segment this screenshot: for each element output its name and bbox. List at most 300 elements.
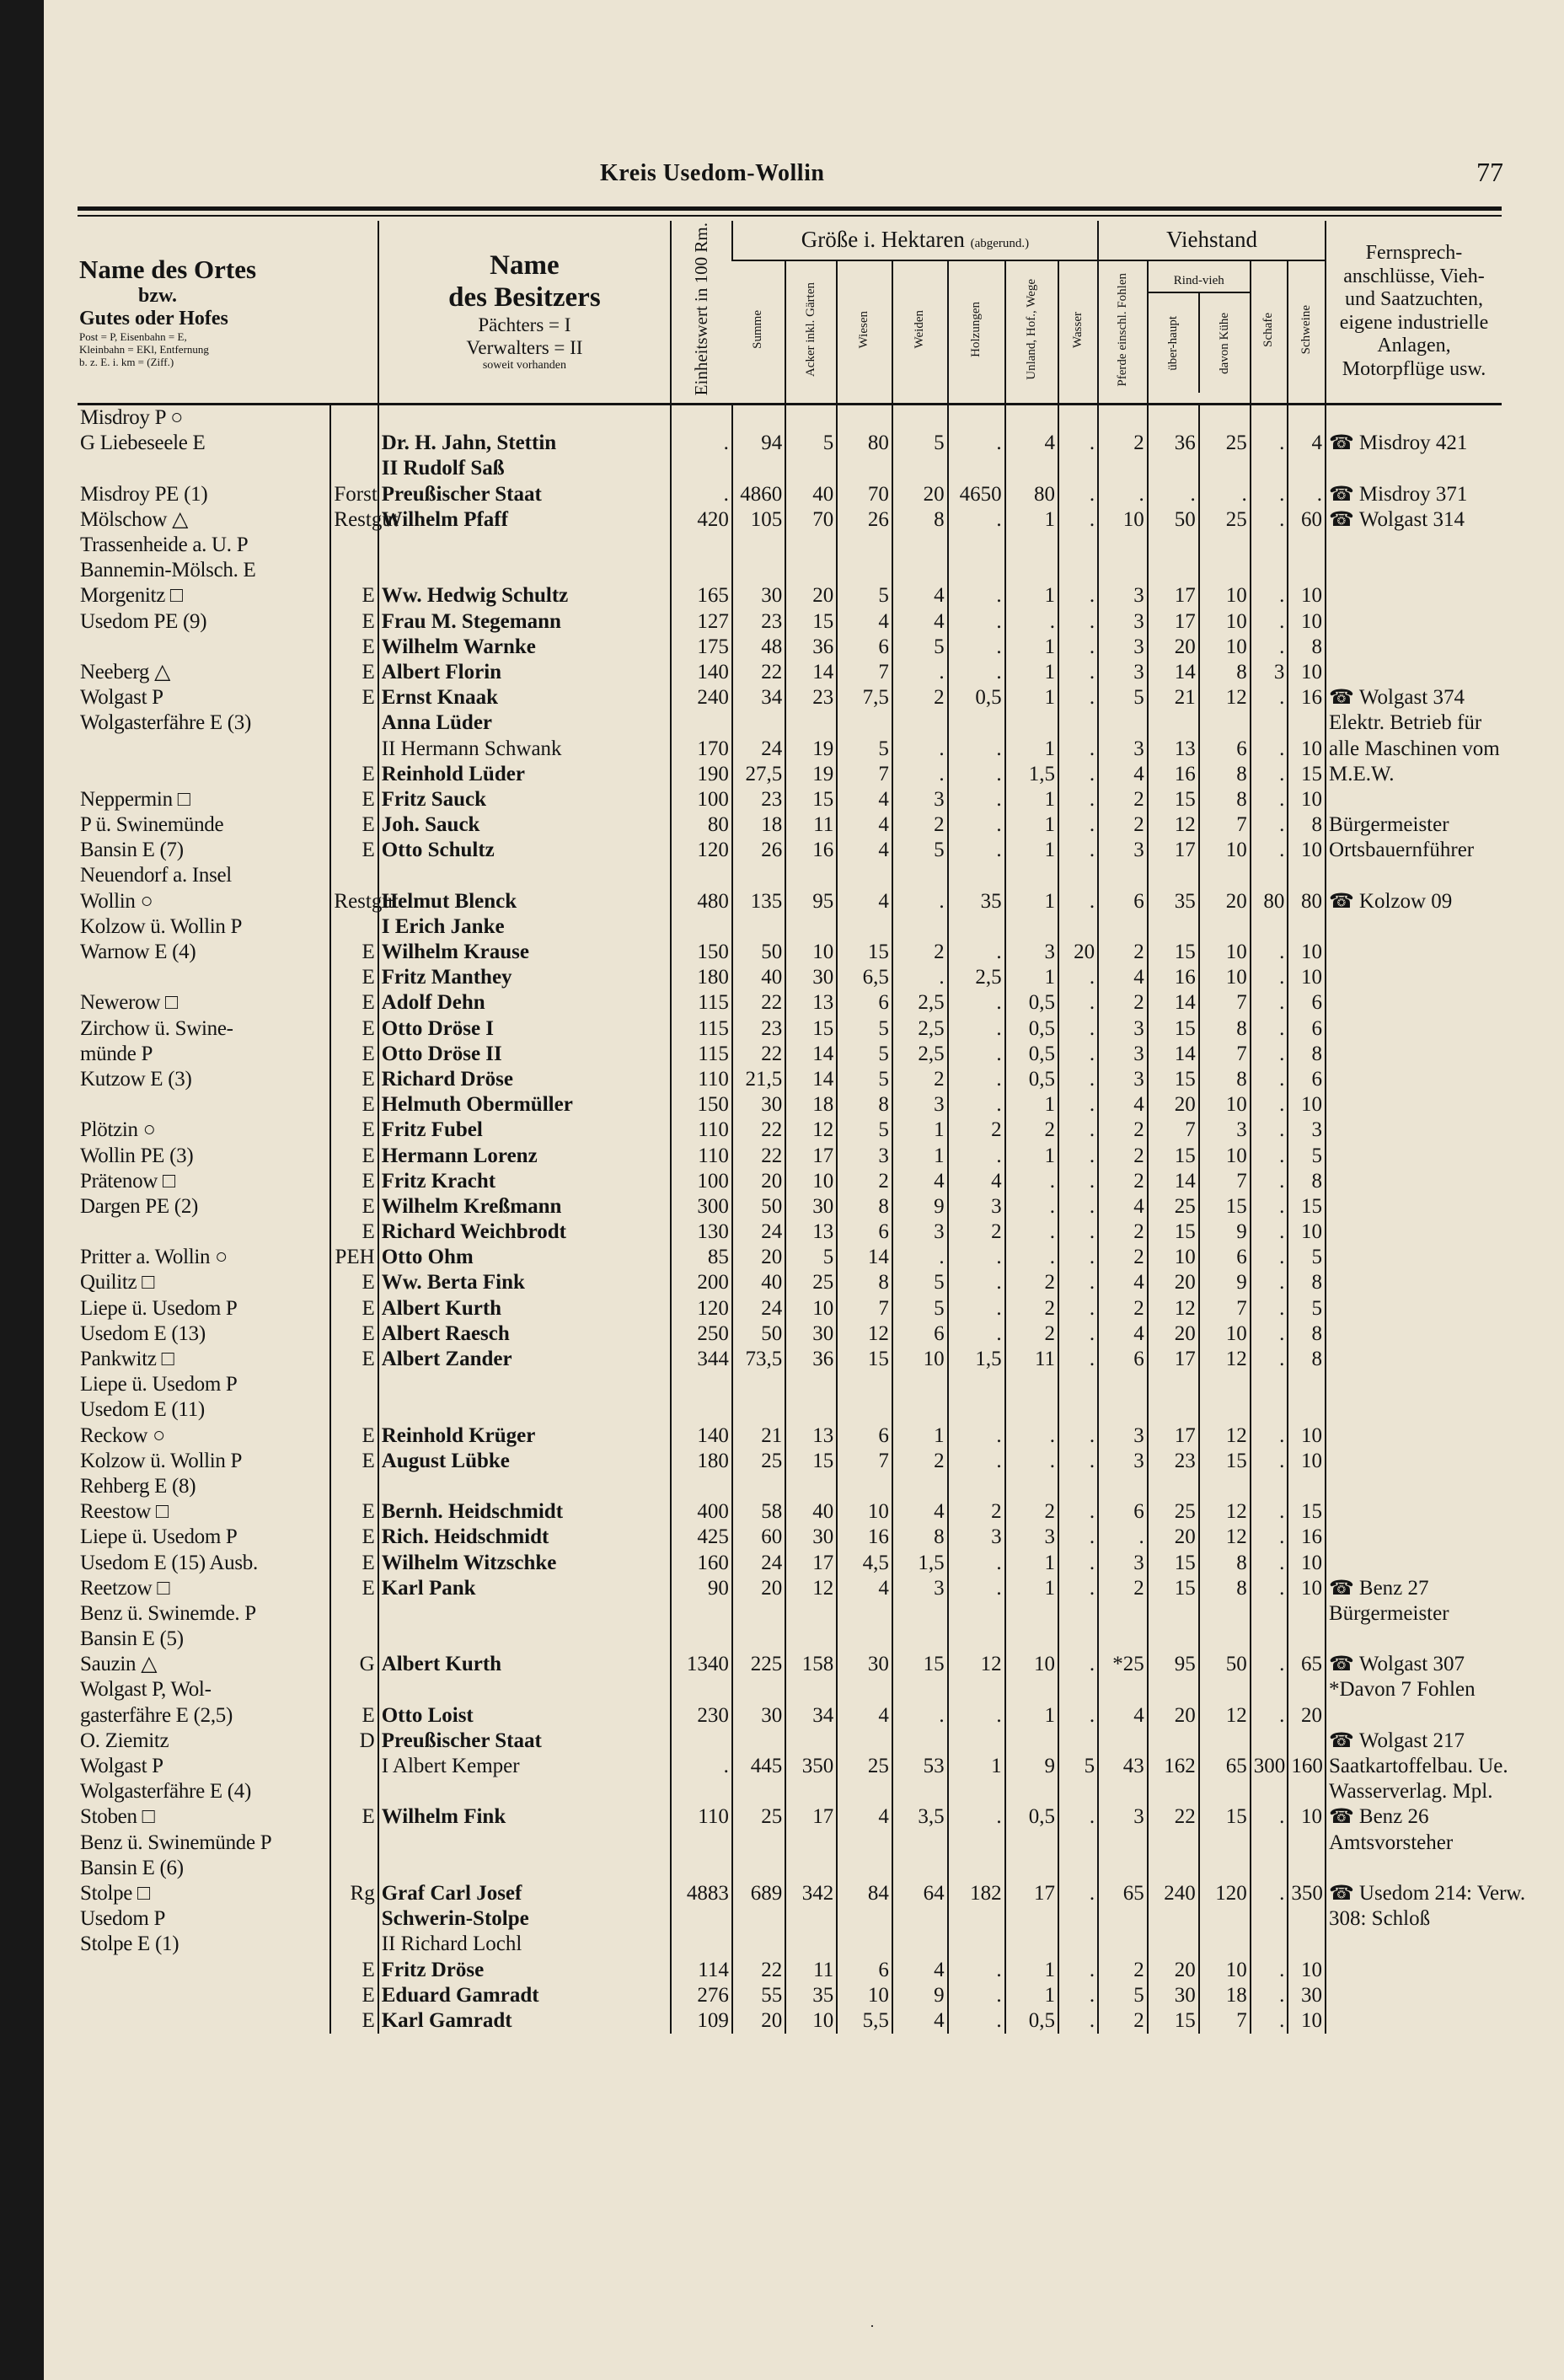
cell-acker: 25 bbox=[785, 1270, 837, 1295]
cell-schafe: . bbox=[1251, 1957, 1288, 1982]
cell-wiesen: 26 bbox=[837, 507, 892, 532]
cell-schweine bbox=[1288, 1600, 1326, 1626]
cell-ortsname: G Liebeseele E bbox=[80, 432, 206, 455]
cell-besitzer: I Erich Janke bbox=[378, 914, 671, 939]
cell-schafe: . bbox=[1251, 990, 1288, 1016]
fernsprech-text: Benz 26 bbox=[1358, 1805, 1429, 1829]
telephone-icon: ☎ bbox=[1328, 890, 1354, 913]
cell-betriebsart: E bbox=[330, 1066, 378, 1091]
cell-acker: 14 bbox=[785, 1041, 837, 1066]
cell-schweine bbox=[1288, 456, 1326, 481]
cell-ortsname: Reetzow □ bbox=[80, 1576, 170, 1600]
cell-einheitswert: 400 bbox=[671, 1499, 732, 1525]
cell-unland: 0,5 bbox=[1005, 2007, 1058, 2033]
cell-einheitswert: 115 bbox=[671, 990, 732, 1016]
cell-rind-kuehe bbox=[1199, 1830, 1251, 1855]
cell-besitzer: Albert Zander bbox=[378, 1346, 671, 1371]
table-row bbox=[78, 2007, 1502, 2033]
cell-ortsname: Mölschow △ bbox=[80, 507, 189, 531]
cell-besitzer: Fritz Fubel bbox=[378, 1118, 671, 1143]
cell-schafe: . bbox=[1251, 1041, 1288, 1066]
cell-acker: 5 bbox=[785, 431, 837, 456]
cell-betriebsart: E bbox=[330, 1525, 378, 1550]
cell-rind-kuehe: 7 bbox=[1199, 990, 1251, 1016]
cell-ortsname: Stolpe □ bbox=[80, 1881, 150, 1905]
cell-unland bbox=[1005, 1473, 1058, 1498]
cell-schafe bbox=[1251, 1473, 1288, 1498]
cell-einheitswert: 110 bbox=[671, 1143, 732, 1168]
cell-ortsname: Kutzow E (3) bbox=[80, 1067, 192, 1091]
cell-fernsprech bbox=[1326, 1906, 1502, 1932]
cell-rind-ueberhaupt bbox=[1148, 1830, 1199, 1855]
cell-ortsname bbox=[78, 736, 330, 761]
cell-acker: 30 bbox=[785, 965, 837, 990]
cell-rind-ueberhaupt: 16 bbox=[1148, 761, 1199, 786]
cell-besitzer: Helmut Blenck bbox=[378, 888, 671, 914]
cell-acker: 15 bbox=[785, 1448, 837, 1473]
cell-rind-kuehe bbox=[1199, 1677, 1251, 1702]
cell-wiesen: 4 bbox=[837, 1804, 892, 1830]
cell-einheitswert: 170 bbox=[671, 736, 732, 761]
cell-schweine: 10 bbox=[1288, 939, 1326, 964]
cell-fernsprech bbox=[1326, 888, 1502, 914]
cell-schweine: 10 bbox=[1288, 659, 1326, 684]
cell-weiden: 5 bbox=[892, 1270, 948, 1295]
fernsprech-text: Ortsbauernführer bbox=[1328, 839, 1475, 862]
table-row bbox=[78, 1627, 1502, 1652]
cell-holzungen bbox=[948, 558, 1005, 583]
cell-pferde: 2 bbox=[1098, 2007, 1148, 2033]
cell-ortsname: Misdroy P ○ bbox=[80, 406, 184, 430]
cell-betriebsart: E bbox=[330, 583, 378, 608]
cell-pferde: 4 bbox=[1098, 1092, 1148, 1118]
cell-schweine bbox=[1288, 914, 1326, 939]
cell-fernsprech bbox=[1326, 939, 1502, 964]
header-groesse-note: (abgerund.) bbox=[970, 237, 1030, 251]
header-besitzer-line2: des Besitzers bbox=[448, 282, 601, 314]
header-rule bbox=[78, 206, 1502, 211]
telephone-icon: ☎ bbox=[1328, 508, 1354, 531]
cell-betriebsart bbox=[330, 863, 378, 888]
cell-einheitswert bbox=[671, 558, 732, 583]
telephone-icon: ☎ bbox=[1328, 1882, 1354, 1905]
cell-wasser bbox=[1058, 1372, 1098, 1397]
cell-betriebsart: E bbox=[330, 838, 378, 863]
cell-rind-kuehe bbox=[1199, 1728, 1251, 1753]
cell-schafe bbox=[1251, 532, 1288, 557]
cell-wiesen bbox=[837, 914, 892, 939]
column-header-unland bbox=[1005, 260, 1058, 404]
cell-schafe: . bbox=[1251, 507, 1288, 532]
cell-schweine bbox=[1288, 1855, 1326, 1880]
cell-holzungen: . bbox=[948, 761, 1005, 786]
cell-acker: 30 bbox=[785, 1193, 837, 1219]
table-row bbox=[78, 1855, 1502, 1880]
header-holzungen-label: Holzungen bbox=[969, 302, 983, 357]
cell-ortsname: Quilitz □ bbox=[80, 1271, 155, 1295]
cell-ortsname: Wollin ○ bbox=[80, 889, 153, 913]
cell-holzungen: 35 bbox=[948, 888, 1005, 914]
cell-einheitswert bbox=[671, 456, 732, 481]
cell-rind-ueberhaupt: 22 bbox=[1148, 1804, 1199, 1830]
table-row bbox=[78, 1600, 1502, 1626]
cell-schweine: 20 bbox=[1288, 1702, 1326, 1728]
cell-unland bbox=[1005, 1728, 1058, 1753]
cell-fernsprech bbox=[1326, 659, 1502, 684]
cell-rind-kuehe bbox=[1199, 1932, 1251, 1957]
cell-wasser: . bbox=[1058, 888, 1098, 914]
cell-weiden: 1 bbox=[892, 1423, 948, 1448]
cell-ortsname: Neuendorf a. Insel bbox=[80, 864, 232, 887]
table-row bbox=[78, 456, 1502, 481]
cell-rind-kuehe: . bbox=[1199, 481, 1251, 507]
cell-ortsname: Benz ü. Swinemünde P bbox=[80, 1831, 272, 1854]
fernsprech-text: Wolgast 314 bbox=[1358, 507, 1465, 531]
header-fernsprech-label: Fernsprech-anschlüsse, Vieh- und Saatzuchten, eigene industrielle Anlagen, Motorpflüge usw. bbox=[1339, 241, 1489, 380]
cell-wasser: . bbox=[1058, 685, 1098, 710]
cell-rind-ueberhaupt: 20 bbox=[1148, 1270, 1199, 1295]
cell-unland: 0,5 bbox=[1005, 1804, 1058, 1830]
cell-rind-kuehe: 10 bbox=[1199, 1092, 1251, 1118]
cell-holzungen bbox=[948, 1677, 1005, 1702]
cell-schafe: . bbox=[1251, 838, 1288, 863]
cell-weiden: 3 bbox=[892, 1575, 948, 1600]
cell-rind-kuehe: 8 bbox=[1199, 659, 1251, 684]
cell-holzungen: . bbox=[948, 1041, 1005, 1066]
cell-summe bbox=[732, 1728, 785, 1753]
cell-ortsname bbox=[78, 761, 330, 786]
cell-wiesen bbox=[837, 710, 892, 736]
cell-summe bbox=[732, 1627, 785, 1652]
cell-wasser: . bbox=[1058, 1448, 1098, 1473]
cell-wiesen: 6 bbox=[837, 990, 892, 1016]
table-row bbox=[78, 1041, 1502, 1066]
cell-einheitswert: 4883 bbox=[671, 1880, 732, 1906]
cell-rind-kuehe bbox=[1199, 914, 1251, 939]
cell-rind-kuehe: 65 bbox=[1199, 1753, 1251, 1778]
table-row bbox=[78, 1473, 1502, 1498]
cell-besitzer: Richard Dröse bbox=[378, 1066, 671, 1091]
cell-rind-ueberhaupt bbox=[1148, 1600, 1199, 1626]
cell-schweine bbox=[1288, 1728, 1326, 1753]
cell-holzungen bbox=[948, 863, 1005, 888]
cell-acker: 10 bbox=[785, 1168, 837, 1193]
table-row bbox=[78, 1575, 1502, 1600]
cell-schweine bbox=[1288, 404, 1326, 431]
table-row bbox=[78, 786, 1502, 812]
cell-wasser: . bbox=[1058, 1245, 1098, 1270]
cell-summe bbox=[732, 710, 785, 736]
cell-einheitswert: 180 bbox=[671, 1448, 732, 1473]
header-weiden-label: Weiden bbox=[913, 310, 927, 349]
cell-fernsprech bbox=[1326, 1728, 1502, 1753]
cell-besitzer: Anna Lüder bbox=[378, 710, 671, 736]
cell-rind-kuehe: 7 bbox=[1199, 1168, 1251, 1193]
cell-fernsprech bbox=[1326, 1652, 1502, 1677]
cell-einheitswert: 130 bbox=[671, 1219, 732, 1245]
cell-rind-kuehe: 8 bbox=[1199, 1575, 1251, 1600]
cell-schweine bbox=[1288, 1372, 1326, 1397]
cell-pferde: 2 bbox=[1098, 1219, 1148, 1245]
fernsprech-text: Wolgast 217 bbox=[1358, 1729, 1465, 1752]
cell-schweine: 6 bbox=[1288, 1016, 1326, 1041]
cell-ortsname: Zirchow ü. Swine- bbox=[80, 1016, 233, 1040]
cell-schafe: . bbox=[1251, 1118, 1288, 1143]
cell-fernsprech bbox=[1326, 1041, 1502, 1066]
cell-holzungen: . bbox=[948, 1143, 1005, 1168]
cell-pferde: 4 bbox=[1098, 1702, 1148, 1728]
cell-schweine bbox=[1288, 1906, 1326, 1932]
cell-besitzer bbox=[378, 1473, 671, 1498]
cell-einheitswert bbox=[671, 1855, 732, 1880]
cell-rind-ueberhaupt: 240 bbox=[1148, 1880, 1199, 1906]
table-row bbox=[78, 1168, 1502, 1193]
cell-acker: 23 bbox=[785, 685, 837, 710]
cell-schafe: . bbox=[1251, 965, 1288, 990]
cell-pferde: 2 bbox=[1098, 1245, 1148, 1270]
cell-acker bbox=[785, 1600, 837, 1626]
cell-einheitswert bbox=[671, 1473, 732, 1498]
page-number: 77 bbox=[1476, 157, 1503, 187]
table-row bbox=[78, 1728, 1502, 1753]
cell-einheitswert bbox=[671, 1728, 732, 1753]
fernsprech-text: Wolgast 307 bbox=[1358, 1653, 1465, 1676]
cell-holzungen: 4 bbox=[948, 1168, 1005, 1193]
cell-holzungen bbox=[948, 1372, 1005, 1397]
cell-rind-kuehe: 7 bbox=[1199, 1041, 1251, 1066]
cell-pferde bbox=[1098, 1600, 1148, 1626]
cell-weiden bbox=[892, 1855, 948, 1880]
cell-wasser: . bbox=[1058, 1880, 1098, 1906]
cell-schweine: 30 bbox=[1288, 1982, 1326, 2007]
cell-betriebsart: E bbox=[330, 1346, 378, 1371]
cell-wasser: . bbox=[1058, 1295, 1098, 1321]
cell-schafe: . bbox=[1251, 1982, 1288, 2007]
cell-besitzer: Wilhelm Warnke bbox=[378, 634, 671, 659]
cell-betriebsart bbox=[330, 1753, 378, 1778]
cell-weiden: 2 bbox=[892, 1066, 948, 1091]
cell-betriebsart: E bbox=[330, 1092, 378, 1118]
cell-weiden: 4 bbox=[892, 583, 948, 608]
cell-besitzer: Bernh. Heidschmidt bbox=[378, 1499, 671, 1525]
cell-einheitswert bbox=[671, 1627, 732, 1652]
cell-schafe bbox=[1251, 914, 1288, 939]
cell-pferde: 3 bbox=[1098, 1448, 1148, 1473]
cell-pferde: 2 bbox=[1098, 812, 1148, 838]
cell-betriebsart bbox=[330, 1677, 378, 1702]
cell-besitzer: Ernst Knaak bbox=[378, 685, 671, 710]
cell-rind-ueberhaupt: 20 bbox=[1148, 1092, 1199, 1118]
cell-rind-kuehe: 12 bbox=[1199, 1499, 1251, 1525]
cell-acker: 158 bbox=[785, 1652, 837, 1677]
cell-schafe: . bbox=[1251, 1066, 1288, 1091]
cell-pferde: 2 bbox=[1098, 939, 1148, 964]
cell-unland: 1 bbox=[1005, 1982, 1058, 2007]
cell-weiden: 15 bbox=[892, 1652, 948, 1677]
cell-pferde: 2 bbox=[1098, 431, 1148, 456]
fernsprech-text: Wolgast 374 bbox=[1358, 686, 1465, 710]
cell-schweine: 10 bbox=[1288, 736, 1326, 761]
cell-holzungen bbox=[948, 1855, 1005, 1880]
cell-wasser: . bbox=[1058, 1193, 1098, 1219]
cell-weiden: 8 bbox=[892, 1525, 948, 1550]
cell-fernsprech bbox=[1326, 1753, 1508, 1778]
cell-acker: 18 bbox=[785, 1092, 837, 1118]
cell-schweine: 5 bbox=[1288, 1143, 1326, 1168]
cell-holzungen: . bbox=[948, 1016, 1005, 1041]
header-ort-line3: Gutes oder Hofes bbox=[79, 308, 228, 330]
cell-summe: 24 bbox=[732, 1550, 785, 1575]
cell-acker: 11 bbox=[785, 1957, 837, 1982]
cell-einheitswert: 109 bbox=[671, 2007, 732, 2033]
cell-schafe: . bbox=[1251, 1219, 1288, 1245]
cell-acker bbox=[785, 1855, 837, 1880]
cell-holzungen: . bbox=[948, 786, 1005, 812]
cell-acker: 10 bbox=[785, 939, 837, 964]
table-row bbox=[78, 888, 1502, 914]
cell-betriebsart: E bbox=[330, 1957, 378, 1982]
cell-besitzer: Fritz Kracht bbox=[378, 1168, 671, 1193]
cell-wiesen: 16 bbox=[837, 1525, 892, 1550]
cell-fernsprech bbox=[1326, 1600, 1502, 1626]
header-ort-line1: Name des Ortes bbox=[79, 254, 257, 284]
cell-schweine bbox=[1288, 1830, 1326, 1855]
cell-weiden: 4 bbox=[892, 1957, 948, 1982]
cell-holzungen: . bbox=[948, 1804, 1005, 1830]
cell-unland: . bbox=[1005, 1448, 1058, 1473]
cell-unland: 1 bbox=[1005, 1092, 1058, 1118]
cell-pferde: 3 bbox=[1098, 634, 1148, 659]
cell-fernsprech bbox=[1326, 1957, 1502, 1982]
cell-schafe: . bbox=[1251, 736, 1288, 761]
cell-schweine: 10 bbox=[1288, 1575, 1326, 1600]
cell-pferde bbox=[1098, 1830, 1148, 1855]
cell-wiesen bbox=[837, 1830, 892, 1855]
cell-besitzer bbox=[378, 532, 671, 557]
cell-ortsname: Neppermin □ bbox=[80, 787, 190, 811]
cell-wiesen bbox=[837, 1779, 892, 1804]
cell-schweine: . bbox=[1288, 481, 1326, 507]
cell-wiesen: 15 bbox=[837, 1346, 892, 1371]
cell-ortsname: Bansin E (7) bbox=[80, 839, 184, 862]
cell-weiden: 2 bbox=[892, 685, 948, 710]
cell-holzungen: . bbox=[948, 1982, 1005, 2007]
header-rindvieh-label: Rind-vieh bbox=[1149, 271, 1250, 293]
cell-pferde: 4 bbox=[1098, 1193, 1148, 1219]
cell-besitzer: Hermann Lorenz bbox=[378, 1143, 671, 1168]
cell-betriebsart bbox=[330, 1627, 378, 1652]
cell-schweine: 8 bbox=[1288, 1168, 1326, 1193]
cell-einheitswert: 150 bbox=[671, 939, 732, 964]
cell-summe bbox=[732, 456, 785, 481]
cell-betriebsart: Rg bbox=[330, 1880, 378, 1906]
cell-einheitswert: . bbox=[671, 431, 732, 456]
cell-weiden: 5 bbox=[892, 634, 948, 659]
cell-fernsprech bbox=[1326, 1804, 1502, 1830]
cell-betriebsart: E bbox=[330, 1118, 378, 1143]
cell-wasser: . bbox=[1058, 736, 1098, 761]
cell-betriebsart: E bbox=[330, 659, 378, 684]
cell-rind-ueberhaupt: 25 bbox=[1148, 1193, 1199, 1219]
cell-wasser: . bbox=[1058, 1118, 1098, 1143]
cell-betriebsart bbox=[330, 1372, 378, 1397]
cell-ortsname: Dargen PE (2) bbox=[80, 1194, 199, 1218]
table-row bbox=[78, 1906, 1502, 1932]
cell-ortsname: Benz ü. Swinemde. P bbox=[80, 1601, 256, 1625]
table-row bbox=[78, 1804, 1502, 1830]
cell-weiden: . bbox=[892, 761, 948, 786]
cell-besitzer: Richard Weichbrodt bbox=[378, 1219, 671, 1245]
cell-einheitswert: 300 bbox=[671, 1193, 732, 1219]
cell-weiden bbox=[892, 914, 948, 939]
cell-unland: 11 bbox=[1005, 1346, 1058, 1371]
header-acker-label: Acker inkl. Gärten bbox=[804, 282, 818, 378]
cell-schafe bbox=[1251, 1627, 1288, 1652]
column-header-pferde bbox=[1098, 260, 1148, 404]
cell-fernsprech bbox=[1326, 838, 1502, 863]
cell-schafe: 300 bbox=[1251, 1753, 1288, 1778]
cell-fernsprech bbox=[1326, 558, 1502, 583]
cell-holzungen: 2 bbox=[948, 1118, 1005, 1143]
cell-einheitswert bbox=[671, 532, 732, 557]
cell-besitzer: Reinhold Krüger bbox=[378, 1423, 671, 1448]
cell-rind-kuehe: 12 bbox=[1199, 1346, 1251, 1371]
cell-wasser: . bbox=[1058, 1066, 1098, 1091]
cell-pferde: 2 bbox=[1098, 1143, 1148, 1168]
column-header-schweine bbox=[1288, 260, 1326, 404]
table-row bbox=[78, 481, 1502, 507]
cell-besitzer: Karl Pank bbox=[378, 1575, 671, 1600]
cell-einheitswert: . bbox=[671, 1753, 732, 1778]
cell-schweine: 10 bbox=[1288, 1957, 1326, 1982]
cell-rind-kuehe bbox=[1199, 456, 1251, 481]
cell-besitzer: Dr. H. Jahn, Stettin bbox=[378, 431, 671, 456]
cell-holzungen: . bbox=[948, 838, 1005, 863]
cell-summe: 50 bbox=[732, 939, 785, 964]
cell-ortsname: Liepe ü. Usedom P bbox=[80, 1296, 238, 1320]
cell-einheitswert: 115 bbox=[671, 1016, 732, 1041]
table-row bbox=[78, 812, 1502, 838]
cell-rind-ueberhaupt: 10 bbox=[1148, 1245, 1199, 1270]
cell-holzungen bbox=[948, 1397, 1005, 1423]
cell-rind-ueberhaupt: 7 bbox=[1148, 1118, 1199, 1143]
cell-holzungen bbox=[948, 1906, 1005, 1932]
cell-rind-ueberhaupt bbox=[1148, 863, 1199, 888]
cell-wiesen: 4 bbox=[837, 1575, 892, 1600]
table-row bbox=[78, 1702, 1502, 1728]
header-kuehe-label: davon Kühe bbox=[1217, 312, 1231, 374]
cell-summe: 24 bbox=[732, 1219, 785, 1245]
cell-rind-ueberhaupt: 15 bbox=[1148, 1550, 1199, 1575]
cell-summe bbox=[732, 1677, 785, 1702]
cell-schafe: . bbox=[1251, 1499, 1288, 1525]
cell-fernsprech bbox=[1326, 1575, 1502, 1600]
table-row bbox=[78, 1753, 1502, 1778]
cell-summe: 20 bbox=[732, 1168, 785, 1193]
cell-rind-ueberhaupt: 30 bbox=[1148, 1982, 1199, 2007]
cell-einheitswert bbox=[671, 863, 732, 888]
cell-einheitswert: 180 bbox=[671, 965, 732, 990]
cell-holzungen: 1 bbox=[948, 1753, 1005, 1778]
cell-wiesen: 4,5 bbox=[837, 1550, 892, 1575]
cell-ortsname: Usedom PE (9) bbox=[80, 609, 207, 633]
table-row bbox=[78, 863, 1502, 888]
table-row bbox=[78, 990, 1502, 1016]
cell-rind-kuehe: 10 bbox=[1199, 1321, 1251, 1346]
cell-holzungen: . bbox=[948, 1092, 1005, 1118]
cell-summe bbox=[732, 1932, 785, 1957]
cell-holzungen bbox=[948, 1600, 1005, 1626]
